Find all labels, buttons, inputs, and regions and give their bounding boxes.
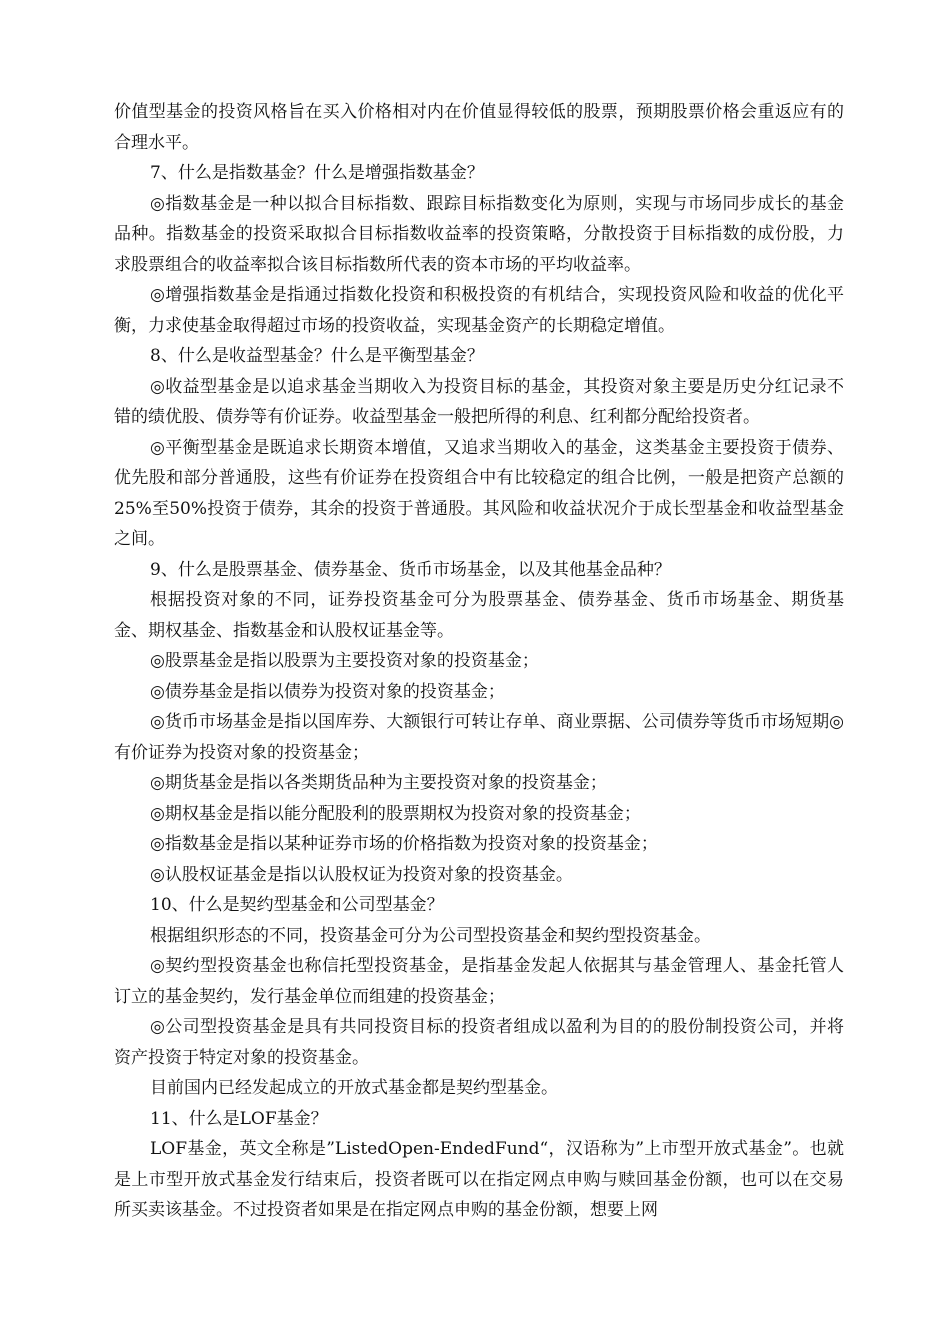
paragraph-enhanced-index-fund: ◎增强指数基金是指通过指数化投资和积极投资的有机结合，实现投资风险和收益的优化平衡，力求使基金取得超过市场的投资收益，实现基金资产的长期稳定增值。: [114, 285, 844, 336]
list-item-options-fund: ◎期权基金是指以能分配股利的股票期权为投资对象的投资基金；: [150, 803, 641, 824]
list-item-futures-fund: ◎期货基金是指以各类期货品种为主要投资对象的投资基金；: [150, 773, 607, 793]
list-item-warrant-fund: ◎认股权证基金是指以认股权证为投资对象的投资基金。: [150, 864, 573, 885]
paragraph-income-fund: ◎收益型基金是以追求基金当期收入为投资目标的基金，其投资对象主要是历史分红记录不错的绩优股、债券等有价证券。收益型基金一般把所得的利息、红利都分配给投资者。: [114, 376, 844, 427]
paragraph-balanced-fund: ◎平衡型基金是既追求长期资本增值，又追求当期收入的基金，这类基金主要投资于债券、优先股和部分普通股，这些有价证券在投资组合中有比较稳定的组合比例，一般是把资产总额的25%至50%投资于债券，其余的投资于普通股。其风险和收益状况介于成长型基金和收益型基金之间。: [114, 437, 844, 549]
paragraph-organization-forms: 根据组织形态的不同，投资基金可分为公司型投资基金和契约型投资基金。: [150, 925, 711, 946]
heading-q9-fund-types: 9、什么是股票基金、债券基金、货币市场基金，以及其他基金品种？: [150, 559, 671, 580]
document-body: [114, 97, 844, 1226]
list-item-bond-fund: ◎债券基金是指以债券为投资对象的投资基金；: [150, 681, 505, 702]
heading-q8-income-balanced-fund: 8、什么是收益型基金？什么是平衡型基金？: [150, 346, 484, 366]
list-item-contract-fund: ◎契约型投资基金也称信托型投资基金，是指基金发起人依据其与基金管理人、基金托管人订立的基金契约，发行基金单位而组建的投资基金；: [114, 956, 844, 1007]
heading-q11-lof-fund: 11、什么是LOF基金？: [150, 1108, 328, 1129]
heading-q7-index-fund: 7、什么是指数基金？什么是增强指数基金？: [150, 163, 484, 183]
list-item-corporate-fund: ◎公司型投资基金是具有共同投资目标的投资者组成以盈利为目的的股份制投资公司，并将资产投资于特定对象的投资基金。: [114, 1017, 844, 1068]
list-item-index-fund: ◎指数基金是指以某种证券市场的价格指数为投资对象的投资基金；: [150, 834, 658, 854]
paragraph-value-fund-style: 价值型基金的投资风格旨在买入价格相对内在价值显得较低的股票，预期股票价格会重返应有的合理水平。: [114, 102, 844, 153]
list-item-stock-fund: ◎股票基金是指以股票为主要投资对象的投资基金；: [150, 651, 539, 671]
paragraph-fund-types-intro: 根据投资对象的不同，证券投资基金可分为股票基金、债券基金、货币市场基金、期货基金、期权基金、指数基金和认股权证基金等。: [114, 590, 844, 641]
list-item-money-market-fund: ◎货币市场基金是指以国库券、大额银行可转让存单、商业票据、公司债券等货币市场短期◎有价证券为投资对象的投资基金；: [114, 712, 844, 763]
paragraph-domestic-open-funds: 目前国内已经发起成立的开放式基金都是契约型基金。: [150, 1078, 558, 1098]
paragraph-index-fund: ◎指数基金是一种以拟合目标指数、跟踪目标指数变化为原则，实现与市场同步成长的基金品种。指数基金的投资采取拟合目标指数收益率的投资策略，分散投资于目标指数的成份股，力求股票组合的收益率拟合该目标指数所代表的资本市场的平均收益率。: [114, 193, 844, 275]
paragraph-lof-fund: LOF基金，英文全称是”ListedOpen-EndedFund“，汉语称为”上市型开放式基金”。也就是上市型开放式基金发行结束后，投资者既可以在指定网点申购与赎回基金份额，也可以在交易所买卖该基金。不过投资者如果是在指定网点申购的基金份额，想要上网: [114, 1139, 844, 1220]
heading-q10-contract-corporate-fund: 10、什么是契约型基金和公司型基金？: [150, 895, 444, 915]
